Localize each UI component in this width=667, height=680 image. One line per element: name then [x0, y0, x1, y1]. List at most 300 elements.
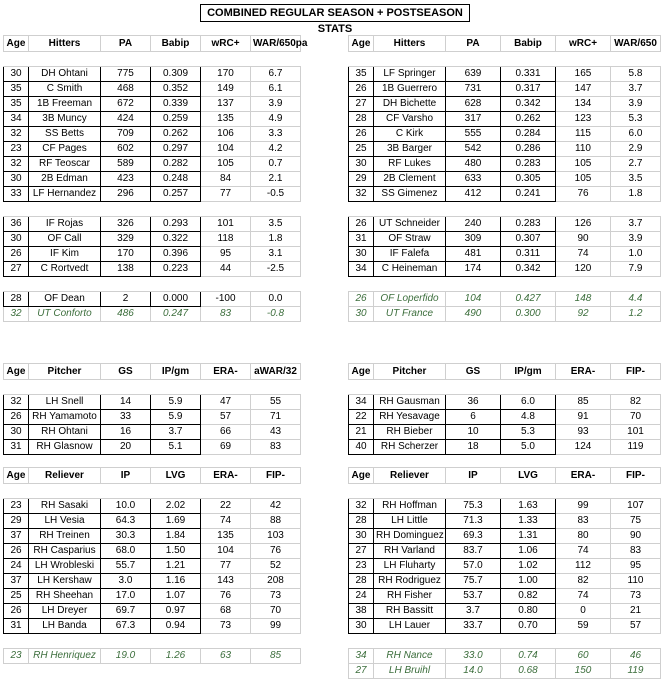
table-cell: 74	[556, 544, 611, 559]
table-cell: IF Rojas	[29, 217, 101, 232]
table-cell: 36	[446, 395, 501, 410]
table-cell: 0.7	[251, 157, 301, 172]
table-cell: 26	[349, 82, 374, 97]
table-row	[4, 97, 301, 112]
table-cell: ERA-	[556, 468, 611, 484]
table-cell: 1B Freeman	[29, 97, 101, 112]
table-cell: 0.352	[151, 82, 201, 97]
table-cell: 123	[556, 112, 611, 127]
table-cell: 0.282	[151, 157, 201, 172]
table-row	[349, 514, 661, 529]
table-cell: 6.0	[501, 395, 556, 410]
table-cell: 1.0	[611, 247, 661, 262]
table-cell: 137	[201, 97, 251, 112]
table-cell: 22	[349, 410, 374, 425]
table-cell: 106	[201, 127, 251, 142]
table-cell: 77	[201, 187, 251, 202]
table-cell: 30	[349, 529, 374, 544]
table-header-row	[349, 36, 661, 52]
table-cell: 6.1	[251, 82, 301, 97]
table-cell: 3.1	[251, 247, 301, 262]
table-cell: 25	[349, 142, 374, 157]
table-cell: 85	[251, 649, 301, 664]
table-cell: 0.307	[501, 232, 556, 247]
table-cell: 99	[556, 499, 611, 514]
table-cell: 134	[556, 97, 611, 112]
table-row	[349, 157, 661, 172]
table-cell: 83	[201, 307, 251, 322]
table-cell: 5.9	[151, 410, 201, 425]
table-cell: 104	[201, 544, 251, 559]
table-cell: C Kirk	[374, 127, 446, 142]
table-cell: 32	[4, 157, 29, 172]
table-cell: 4.2	[251, 142, 301, 157]
table-cell: 73	[251, 589, 301, 604]
table-cell: 23	[4, 499, 29, 514]
table-cell: RH Yesavage	[374, 410, 446, 425]
table-cell: RF Teoscar	[29, 157, 101, 172]
table-cell: 481	[446, 247, 501, 262]
table-cell: 118	[201, 232, 251, 247]
table-cell: GS	[101, 364, 151, 380]
table-row	[4, 127, 301, 142]
table-cell: 5.3	[611, 112, 661, 127]
table-cell: 32	[4, 395, 29, 410]
table-cell: LH Banda	[29, 619, 101, 634]
table-cell: 119	[611, 664, 661, 679]
table-row-italic	[349, 649, 661, 664]
table-cell: 0.396	[151, 247, 201, 262]
table-cell: 3B Barger	[374, 142, 446, 157]
table-cell: 633	[446, 172, 501, 187]
table-cell: 602	[101, 142, 151, 157]
table-cell: 3.5	[251, 217, 301, 232]
table-cell: LF Springer	[374, 67, 446, 82]
table-cell: RF Lukes	[374, 157, 446, 172]
table-cell: 55.7	[101, 559, 151, 574]
table-cell: 0.0	[251, 292, 301, 307]
table-cell: 30	[4, 425, 29, 440]
table-row	[349, 97, 661, 112]
table-cell: 28	[4, 292, 29, 307]
table-row	[4, 499, 301, 514]
table-cell: 74	[556, 247, 611, 262]
table-cell: 68	[201, 604, 251, 619]
table-cell: Babip	[151, 36, 201, 52]
table-cell: RH Gausman	[374, 395, 446, 410]
table-cell: IF Falefa	[374, 247, 446, 262]
table-cell: 85	[556, 395, 611, 410]
table-cell: 1B Guerrero	[374, 82, 446, 97]
table-row	[4, 410, 301, 425]
table-cell: RH Scherzer	[374, 440, 446, 455]
table-cell: 71	[251, 410, 301, 425]
table-cell: 30	[4, 67, 29, 82]
table-cell: 69.7	[101, 604, 151, 619]
table-row	[349, 142, 661, 157]
table-row	[4, 262, 301, 277]
table-header-row	[4, 468, 301, 484]
table-cell: 33	[101, 410, 151, 425]
table-cell: FIP-	[251, 468, 301, 484]
table-cell: 104	[201, 142, 251, 157]
table-cell: 83.7	[446, 544, 501, 559]
table-cell: RH Hoffman	[374, 499, 446, 514]
table-cell: 76	[251, 544, 301, 559]
table-cell: Reliever	[374, 468, 446, 484]
table-cell: 2.7	[611, 157, 661, 172]
table-cell: 0.94	[151, 619, 201, 634]
table-cell: OF Loperfido	[374, 292, 446, 307]
table-row	[4, 544, 301, 559]
table-cell: 296	[101, 187, 151, 202]
table-cell: 0.70	[501, 619, 556, 634]
table-cell: 0.257	[151, 187, 201, 202]
table-cell: RH Bassitt	[374, 604, 446, 619]
table-cell: 64.3	[101, 514, 151, 529]
table-cell: 59	[556, 619, 611, 634]
table-cell: PA	[101, 36, 151, 52]
table-cell: RH Bieber	[374, 425, 446, 440]
table-cell: 32	[349, 499, 374, 514]
table-cell: 150	[556, 664, 611, 679]
table-cell: 0.74	[501, 649, 556, 664]
table-cell: 2.02	[151, 499, 201, 514]
table-cell: 69	[201, 440, 251, 455]
table-cell: 84	[201, 172, 251, 187]
table-cell: 34	[4, 112, 29, 127]
table-cell: 52	[251, 559, 301, 574]
table-row	[349, 67, 661, 82]
table-cell: 26	[4, 247, 29, 262]
table-cell: 6	[446, 410, 501, 425]
table-cell: 135	[201, 529, 251, 544]
table-cell: 92	[556, 307, 611, 322]
table-cell: 18	[446, 440, 501, 455]
table-cell: 77	[201, 559, 251, 574]
table-cell: 208	[251, 574, 301, 589]
table-cell: 47	[201, 395, 251, 410]
table-cell: OF Call	[29, 232, 101, 247]
table-cell: 34	[349, 262, 374, 277]
table-cell: 57	[201, 410, 251, 425]
table-cell: 165	[556, 67, 611, 82]
table-cell: 17.0	[101, 589, 151, 604]
spacer-row	[349, 634, 661, 649]
table-cell: 33.7	[446, 619, 501, 634]
pitchers-table-left	[3, 363, 301, 455]
table-cell: 1.50	[151, 544, 201, 559]
table-cell: 23	[349, 559, 374, 574]
table-cell: 555	[446, 127, 501, 142]
table-cell: 93	[556, 425, 611, 440]
table-cell: IP	[101, 468, 151, 484]
table-cell: SS Betts	[29, 127, 101, 142]
table-cell: 0.68	[501, 664, 556, 679]
table-cell: 76	[201, 589, 251, 604]
table-cell: 73	[201, 619, 251, 634]
table-row	[4, 395, 301, 410]
table-cell: 30.3	[101, 529, 151, 544]
hitters-table-right	[348, 35, 661, 322]
table-cell: 3.7	[611, 217, 661, 232]
spacer-row	[349, 484, 661, 499]
table-cell: 112	[556, 559, 611, 574]
table-cell: 24	[4, 559, 29, 574]
table-row-italic	[349, 664, 661, 679]
table-row	[4, 559, 301, 574]
table-cell: 0.286	[501, 142, 556, 157]
table-cell: LH Vesia	[29, 514, 101, 529]
table-cell: 2.1	[251, 172, 301, 187]
table-cell: 3.9	[251, 97, 301, 112]
table-cell: 775	[101, 67, 151, 82]
table-cell: 709	[101, 127, 151, 142]
table-cell: wRC+	[556, 36, 611, 52]
table-cell: 35	[4, 97, 29, 112]
table-cell: LH Little	[374, 514, 446, 529]
table-cell: 20	[101, 440, 151, 455]
table-cell: 2.9	[611, 142, 661, 157]
pitchers-table-right	[348, 363, 661, 455]
table-cell: IP/gm	[151, 364, 201, 380]
table-cell: 32	[349, 187, 374, 202]
table-cell: Age	[4, 36, 29, 52]
table-cell: IF Kim	[29, 247, 101, 262]
table-row-italic	[349, 292, 661, 307]
table-row-italic	[4, 649, 301, 664]
table-cell: DH Ohtani	[29, 67, 101, 82]
table-cell: FIP-	[611, 364, 661, 380]
table-cell: 29	[349, 172, 374, 187]
table-cell: 149	[201, 82, 251, 97]
table-row	[349, 604, 661, 619]
table-cell: 31	[4, 619, 29, 634]
table-cell: 74	[556, 589, 611, 604]
table-cell: 4.4	[611, 292, 661, 307]
table-cell: RH Rodriguez	[374, 574, 446, 589]
table-cell: 0.283	[501, 217, 556, 232]
table-cell: 731	[446, 82, 501, 97]
table-cell: 75	[611, 514, 661, 529]
table-cell: 1.8	[611, 187, 661, 202]
table-row	[349, 127, 661, 142]
table-cell: 5.8	[611, 67, 661, 82]
table-cell: 1.16	[151, 574, 201, 589]
table-cell: 1.21	[151, 559, 201, 574]
table-row	[349, 187, 661, 202]
table-cell: UT Schneider	[374, 217, 446, 232]
table-cell: -0.8	[251, 307, 301, 322]
table-row	[4, 217, 301, 232]
table-cell: 22	[201, 499, 251, 514]
table-cell: 10.0	[101, 499, 151, 514]
table-cell: 83	[611, 544, 661, 559]
table-cell: wRC+	[201, 36, 251, 52]
table-row	[349, 440, 661, 455]
table-row	[349, 262, 661, 277]
table-cell: 672	[101, 97, 151, 112]
table-cell: 1.8	[251, 232, 301, 247]
table-cell: RH Fisher	[374, 589, 446, 604]
table-cell: 95	[201, 247, 251, 262]
table-cell: 40	[349, 440, 374, 455]
table-cell: RH Dominguez	[374, 529, 446, 544]
table-cell: 1.84	[151, 529, 201, 544]
hitters-table-left	[3, 35, 308, 322]
table-cell: RH Varland	[374, 544, 446, 559]
table-cell: 3.5	[611, 172, 661, 187]
table-cell: 326	[101, 217, 151, 232]
table-cell: 0.427	[501, 292, 556, 307]
table-cell: 7.9	[611, 262, 661, 277]
table-cell: 115	[556, 127, 611, 142]
table-cell: 1.31	[501, 529, 556, 544]
table-cell: 0.262	[501, 112, 556, 127]
table-cell: 24	[349, 589, 374, 604]
table-cell: 0.247	[151, 307, 201, 322]
table-cell: 412	[446, 187, 501, 202]
table-row	[349, 410, 661, 425]
table-cell: 1.00	[501, 574, 556, 589]
table-cell: 75.3	[446, 499, 501, 514]
table-cell: 71.3	[446, 514, 501, 529]
table-cell: 0.80	[501, 604, 556, 619]
table-cell: -100	[201, 292, 251, 307]
table-cell: 0.339	[151, 97, 201, 112]
table-cell: 105	[201, 157, 251, 172]
table-cell: 55	[251, 395, 301, 410]
table-cell: 26	[4, 410, 29, 425]
table-cell: 1.26	[151, 649, 201, 664]
table-row	[349, 217, 661, 232]
table-cell: LH Bruihl	[374, 664, 446, 679]
table-cell: 75.7	[446, 574, 501, 589]
table-cell: 43	[251, 425, 301, 440]
table-cell: WAR/650	[611, 36, 661, 52]
table-cell: 32	[4, 307, 29, 322]
table-cell: CF Pages	[29, 142, 101, 157]
table-cell: 33	[4, 187, 29, 202]
table-cell: 3.7	[446, 604, 501, 619]
table-cell: 0.297	[151, 142, 201, 157]
table-row	[4, 574, 301, 589]
table-header-row	[349, 468, 661, 484]
table-cell: 30	[349, 157, 374, 172]
table-header-row	[4, 364, 301, 380]
table-cell: 1.33	[501, 514, 556, 529]
table-cell: LH Dreyer	[29, 604, 101, 619]
table-row	[349, 172, 661, 187]
table-cell: 38	[349, 604, 374, 619]
table-row	[4, 232, 301, 247]
table-cell: 3.3	[251, 127, 301, 142]
table-cell: 0.259	[151, 112, 201, 127]
table-cell: 3B Muncy	[29, 112, 101, 127]
table-cell: 2B Clement	[374, 172, 446, 187]
table-cell: 148	[556, 292, 611, 307]
table-cell: 1.02	[501, 559, 556, 574]
table-cell: 6.0	[611, 127, 661, 142]
table-cell: 589	[101, 157, 151, 172]
table-cell: 14.0	[446, 664, 501, 679]
table-cell: 23	[4, 142, 29, 157]
table-cell: 3.7	[611, 82, 661, 97]
table-header-row	[349, 364, 661, 380]
table-cell: 423	[101, 172, 151, 187]
table-cell: 1.06	[501, 544, 556, 559]
table-cell: 0.311	[501, 247, 556, 262]
table-cell: 33.0	[446, 649, 501, 664]
relievers-table-left	[3, 467, 301, 664]
table-cell: 0.293	[151, 217, 201, 232]
spacer-row	[4, 202, 301, 217]
table-cell: 317	[446, 112, 501, 127]
table-cell: 82	[611, 395, 661, 410]
table-cell: IP/gm	[501, 364, 556, 380]
table-row	[349, 232, 661, 247]
table-row	[4, 440, 301, 455]
table-cell: 103	[251, 529, 301, 544]
table-row	[349, 574, 661, 589]
relievers-table-right	[348, 467, 661, 679]
table-cell: 480	[446, 157, 501, 172]
table-cell: 82	[556, 574, 611, 589]
table-row	[4, 604, 301, 619]
table-cell: 110	[611, 574, 661, 589]
table-cell: ERA-	[556, 364, 611, 380]
table-cell: 3.7	[151, 425, 201, 440]
table-cell: RH Ohtani	[29, 425, 101, 440]
table-cell: GS	[446, 364, 501, 380]
table-row	[4, 589, 301, 604]
table-cell: 37	[4, 574, 29, 589]
page-title: COMBINED REGULAR SEASON + POSTSEASON STATS	[200, 4, 470, 22]
table-cell: 26	[349, 292, 374, 307]
table-cell: 107	[611, 499, 661, 514]
table-row	[349, 619, 661, 634]
table-cell: 27	[349, 544, 374, 559]
table-cell: 90	[611, 529, 661, 544]
table-cell: 23	[4, 649, 29, 664]
table-cell: 5.3	[501, 425, 556, 440]
spacer-row	[4, 277, 301, 292]
table-row	[4, 112, 301, 127]
table-cell: 0.82	[501, 589, 556, 604]
table-cell: 143	[201, 574, 251, 589]
table-cell: 309	[446, 232, 501, 247]
table-cell: SS Gimenez	[374, 187, 446, 202]
table-cell: LVG	[501, 468, 556, 484]
table-cell: Age	[349, 468, 374, 484]
table-row	[349, 559, 661, 574]
table-cell: CF Varsho	[374, 112, 446, 127]
table-cell: 0.262	[151, 127, 201, 142]
table-cell: Hitters	[29, 36, 101, 52]
table-cell: 27	[349, 664, 374, 679]
table-cell: RH Glasnow	[29, 440, 101, 455]
table-cell: 30	[349, 307, 374, 322]
table-cell: 1.63	[501, 499, 556, 514]
table-cell: 14	[101, 395, 151, 410]
spacer-row	[349, 52, 661, 67]
table-cell: 542	[446, 142, 501, 157]
table-cell: 486	[101, 307, 151, 322]
table-cell: LH Kershaw	[29, 574, 101, 589]
table-row	[4, 425, 301, 440]
table-cell: 26	[349, 127, 374, 142]
table-cell: 30	[4, 232, 29, 247]
